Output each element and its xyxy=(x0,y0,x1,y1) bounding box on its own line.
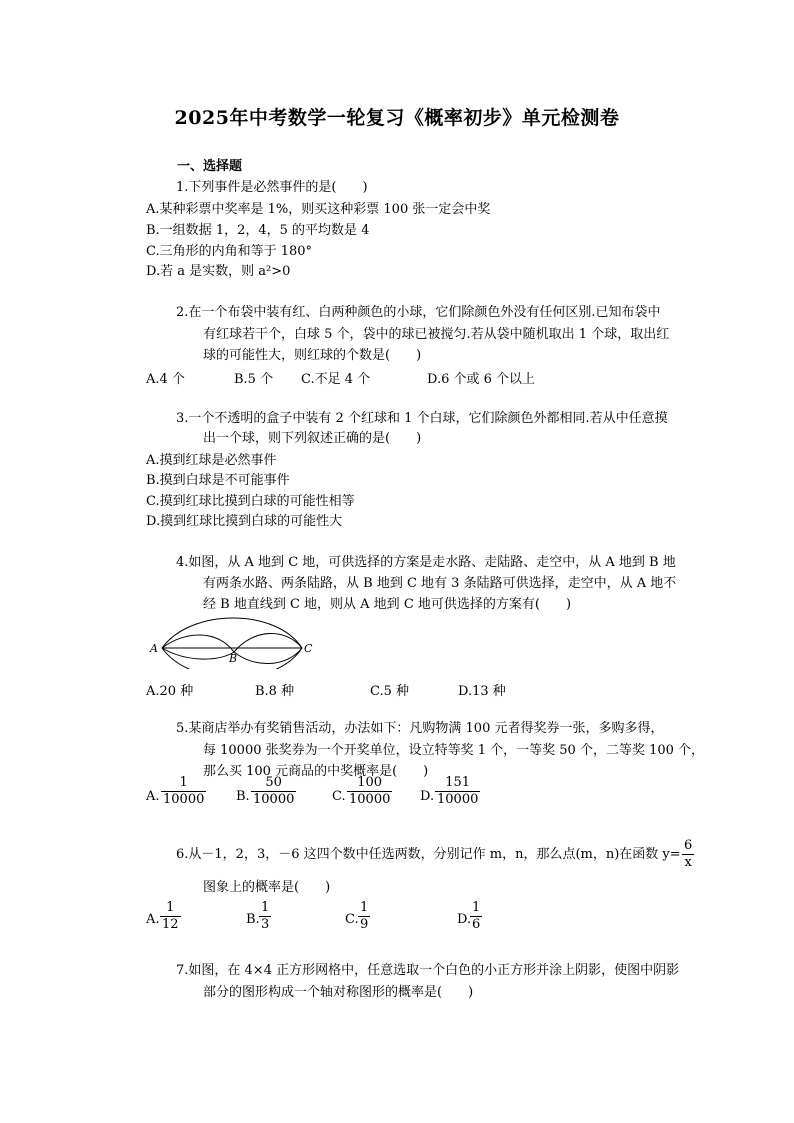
q5-stem-cont: 那么买 100 元商品的中奖概率是( ) xyxy=(203,764,429,779)
ab-route-arc xyxy=(162,635,234,652)
q2-stem: 2.在一个布袋中装有红、白两种颜色的小球，它们除颜色外没有任何区别.已知布袋中 xyxy=(176,305,661,320)
fraction-denominator: 3 xyxy=(261,917,270,932)
q6-option-a-fraction xyxy=(160,900,181,933)
q1-option-a: A.某种彩票中奖率是 1%，则买这种彩票 100 张一定会中奖 xyxy=(146,202,491,217)
q2-option-c: C.不足 4 个 xyxy=(301,372,371,387)
q6-option-c-fraction xyxy=(358,900,370,933)
q4-option-a: A.20 种 xyxy=(146,684,194,699)
q4-option-d: D.13 种 xyxy=(458,684,506,699)
q6-option-a-label: A. xyxy=(146,912,160,927)
q4-option-c: C.5 种 xyxy=(370,684,410,699)
fraction-numerator: 151 xyxy=(445,775,471,790)
q3-option-a: A.摸到红球是必然事件 xyxy=(146,453,277,468)
fraction-denominator: 6 xyxy=(472,917,481,932)
q6-option-b-label: B. xyxy=(246,912,260,927)
q7-stem: 7.如图，在 4×4 正方形网格中，任意选取一个白色的小正方形并涂上阴影，使图中阴影 xyxy=(176,963,680,978)
q4-stem-cont: 有两条水路、两条陆路，从 B 地到 C 地有 3 条陆路可供选择，走空中，从 A 地不 xyxy=(203,576,677,591)
q7-stem-cont: 部分的图形构成一个轴对称图形的概率是( ) xyxy=(203,985,474,1000)
q1-option-b: B.一组数据 1，2，4，5 的平均数是 4 xyxy=(146,223,370,238)
q2-option-a: A.4 个 xyxy=(146,372,185,387)
q5-option-d-fraction xyxy=(435,775,480,808)
q3-stem-cont: 出一个球，则下列叙述正确的是( ) xyxy=(203,431,422,446)
fraction-numerator: 1 xyxy=(166,900,175,915)
point-c-label: C xyxy=(304,642,313,655)
fraction-numerator: 100 xyxy=(357,775,383,790)
bc-route-arc xyxy=(234,648,302,664)
q4-stem: 4.如图，从 A 地到 C 地，可供选择的方案是走水路、走陆路、走空中，从 A 地到 B 地 xyxy=(176,555,676,570)
q1-option-d: D.若 a 是实数，则 a²>0 xyxy=(146,264,291,279)
q5-option-c-fraction xyxy=(347,775,392,808)
q6-option-d-label: D. xyxy=(457,912,472,927)
fraction-numerator: 1 xyxy=(179,775,188,790)
fraction-denominator: 9 xyxy=(360,917,369,932)
fraction-denominator: 10000 xyxy=(253,792,295,807)
point-a-label: A xyxy=(150,642,158,655)
q5-option-a-fraction xyxy=(161,775,206,808)
q4-stem-cont: 经 B 地直线到 C 地，则从 A 地到 C 地可供选择的方案有( ) xyxy=(203,597,572,612)
q3-option-c: C.摸到红球比摸到白球的可能性相等 xyxy=(146,494,355,509)
fraction-numerator: 50 xyxy=(265,775,282,790)
fraction-denominator: 10000 xyxy=(437,792,479,807)
q2-option-d: D.6 个或 6 个以上 xyxy=(427,372,536,387)
q3-option-d: D.摸到红球比摸到白球的可能性大 xyxy=(146,514,343,529)
fraction-numerator: 1 xyxy=(360,900,369,915)
ab-route-arc xyxy=(162,648,234,659)
q6-stem-cont: 图象上的概率是( ) xyxy=(203,880,331,895)
q5-option-a-label: A. xyxy=(146,789,160,804)
fraction-denominator: 12 xyxy=(162,917,179,932)
route-diagram xyxy=(146,614,316,669)
fraction-denominator: 10000 xyxy=(349,792,391,807)
q5-option-d-label: D. xyxy=(420,789,435,804)
q5-stem: 5.某商店举办有奖销售活动，办法如下：凡购物满 100 元者得奖券一张，多购多得， xyxy=(176,721,664,736)
q3-stem: 3.一个不透明的盒子中装有 2 个红球和 1 个白球，它们除颜色外都相同.若从中任意摸 xyxy=(176,411,668,426)
q3-option-b: B.摸到白球是不可能事件 xyxy=(146,473,290,488)
q6-option-d-fraction xyxy=(470,900,482,933)
q2-stem-cont: 有红球若干个，白球 5 个，袋中的球已被搅匀.若从袋中随机取出 1 个球，取出红 xyxy=(203,327,670,342)
page-title: 2025年中考数学一轮复习《概率初步》单元检测卷 xyxy=(174,107,620,129)
fraction-numerator: 1 xyxy=(261,900,270,915)
q5-option-b-fraction xyxy=(251,775,296,808)
q4-option-b: B.8 种 xyxy=(255,684,295,699)
q2-option-b: B.5 个 xyxy=(234,372,274,387)
q1-stem: 1.下列事件是必然事件的是( ) xyxy=(176,180,368,195)
section-heading: 一、选择题 xyxy=(177,159,243,174)
air-route-arc xyxy=(162,618,302,648)
point-b-label: B xyxy=(229,652,238,665)
q6-option-b-fraction xyxy=(259,900,271,933)
q1-option-c: C.三角形的内角和等于 180° xyxy=(146,244,313,259)
fraction-denominator: 10000 xyxy=(163,792,205,807)
q6-option-c-label: C. xyxy=(345,912,359,927)
q2-stem-cont: 球的可能性大，则红球的个数是( ) xyxy=(203,348,422,363)
fraction-numerator: 1 xyxy=(472,900,481,915)
q5-stem-cont: 每 10000 张奖券为一个开奖单位，设立特等奖 1 个，一等奖 50 个，二等奖 100 个， xyxy=(203,743,705,758)
q5-option-b-label: B. xyxy=(236,789,250,804)
q6-stem: 6.从－1，2，3，－6 这四个数中任选两数，分别记作 m，n，那么点(m，n)在函数 y= xyxy=(176,847,681,862)
q5-option-c-label: C. xyxy=(332,789,346,804)
fraction-denominator: x xyxy=(684,855,692,870)
fraction-numerator: 6 xyxy=(684,838,693,853)
q6-function-fraction xyxy=(682,838,694,871)
